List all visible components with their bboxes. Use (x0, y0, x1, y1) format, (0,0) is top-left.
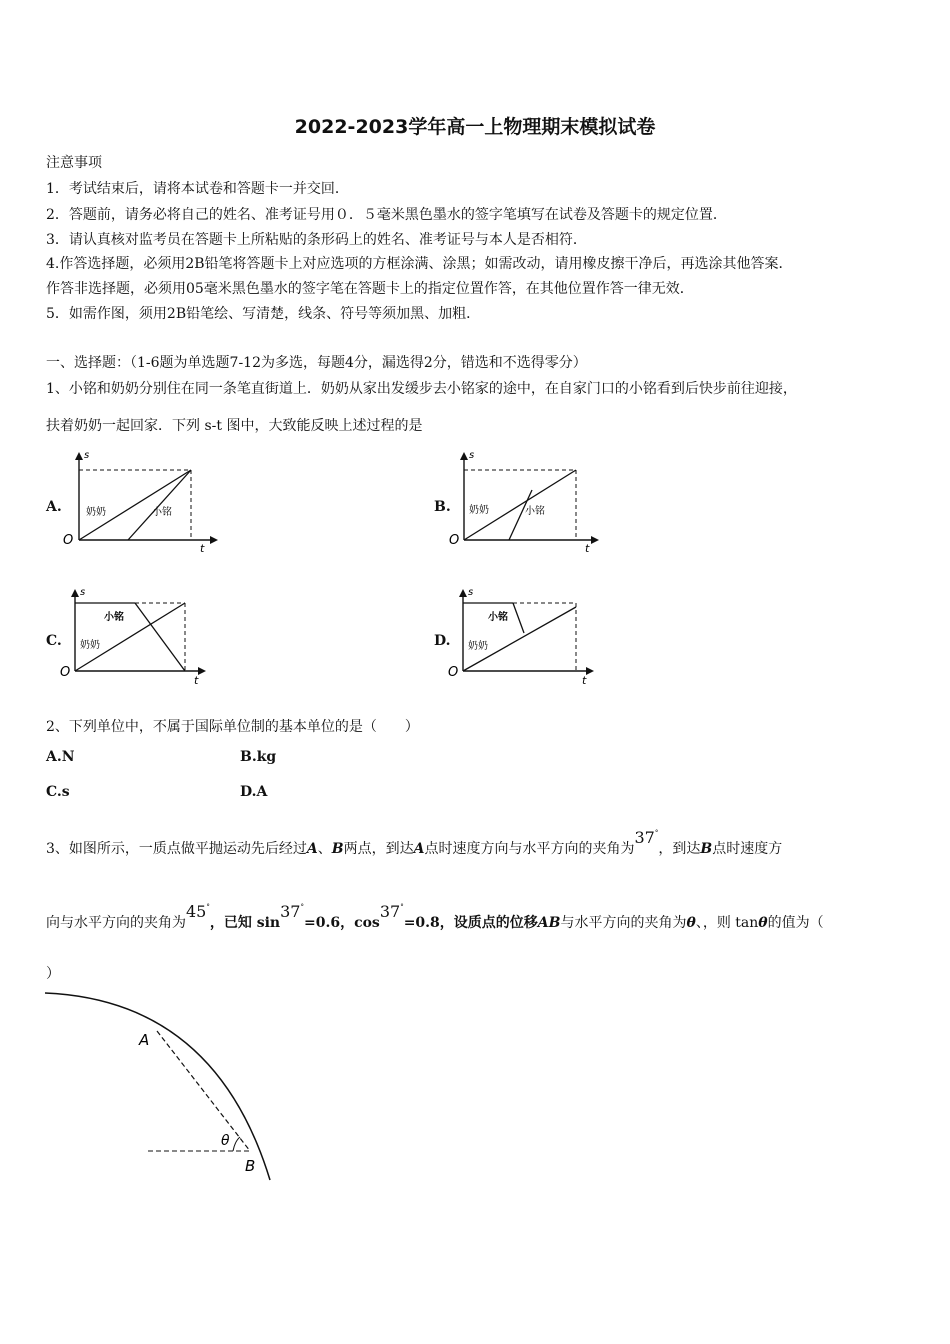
q3-point-a: A (413, 841, 425, 857)
q3-angle-37: 37 (634, 828, 655, 847)
x-axis-arrow (591, 536, 599, 544)
trajectory-curve (45, 993, 270, 1180)
q3-text: =0.8，设质点的位移 (403, 915, 538, 931)
xiaoming-line (513, 603, 524, 633)
degree-mark: ° (300, 903, 304, 911)
q1-option-c-label[interactable]: C. (46, 633, 62, 649)
q3-stem-line2 (46, 902, 824, 932)
origin-label: O (448, 665, 459, 680)
exam-title: 2022-2023学年高一上物理期末模拟试卷 (294, 116, 656, 138)
notice-item-3: 3．请认真核对监考员在答题卡上所粘贴的条形码上的姓名、准考证号与本人是否相符． (46, 232, 587, 248)
grandma-label: 奶奶 (469, 505, 489, 516)
xiaoming-label: 小铭 (525, 506, 545, 517)
q1-stem-line1: 1、小铭和奶奶分别住在同一条笔直街道上．奶奶从家出发缓步去小铭家的途中，在自家门口的小铭看到后快步前往迎接， (46, 381, 797, 397)
q1-option-d-label[interactable]: D. (434, 633, 451, 649)
q3-stem-line1 (46, 828, 783, 858)
q3-point-a: A (306, 841, 318, 857)
grandma-label: 奶奶 (86, 507, 106, 518)
y-axis-arrow (460, 452, 468, 460)
q2-option-d[interactable]: D.A (240, 784, 268, 800)
s-label: s (469, 450, 475, 461)
q1-graph-d (446, 585, 606, 695)
t-label: t (585, 542, 590, 555)
s-label: s (80, 587, 86, 598)
xiaoming-line (128, 470, 191, 540)
xiaoming-label: 小铭 (152, 507, 172, 518)
q3-text: 向与水平方向的夹角为 (46, 915, 186, 931)
origin-label: O (60, 665, 71, 680)
xiaoming-label: 小铭 (104, 612, 124, 623)
x-axis-arrow (198, 667, 206, 675)
theta-arc (233, 1137, 240, 1151)
q1-graph-a (60, 448, 220, 558)
degree-mark: ° (206, 903, 210, 911)
grandma-line (79, 470, 191, 540)
degree-mark: ° (654, 829, 659, 837)
origin-label: O (63, 533, 74, 548)
q3-text: 点时速度方 (712, 841, 783, 857)
q3-point-b: B (700, 841, 713, 857)
q3-point-b: B (331, 841, 344, 857)
notice-item-4: 4.作答选择题，必须用2B铅笔将答题卡上对应选项的方框涂满、涂黑；如需改动，请用橡皮擦干净后，再选涂其他答案． (46, 256, 793, 272)
theta-label: θ (221, 1133, 230, 1149)
q3-text: ，已知 sin (209, 915, 281, 931)
q3-text: 与水平方向的夹角为 (560, 915, 687, 931)
q3-stem-line3: ） (46, 966, 60, 982)
point-b-label: B (245, 1157, 256, 1175)
grandma-line (75, 603, 185, 671)
q3-theta: θ (758, 915, 768, 931)
t-label: t (582, 674, 587, 687)
q3-angle-37: 37 (379, 902, 401, 921)
q3-text: ，到达 (658, 841, 701, 857)
grandma-label: 奶奶 (80, 640, 100, 651)
grandma-label: 奶奶 (468, 641, 488, 652)
t-label: t (200, 542, 205, 555)
q3-text: 两点，到达 (343, 841, 414, 857)
q3-text: 3、如图所示，一质点做平抛运动先后经过 (46, 841, 307, 857)
grandma-line (463, 607, 576, 671)
q3-text: 点时速度方向与水平方向的夹角为 (424, 841, 635, 857)
y-axis-arrow (75, 452, 83, 460)
q2-stem: 2、下列单位中，不属于国际单位制的基本单位的是（ ） (46, 719, 419, 735)
point-a-label: A (139, 1031, 150, 1049)
x-axis-arrow (586, 667, 594, 675)
q3-text: ，则 tan (702, 915, 759, 931)
q1-stem-line2: 扶着奶奶一起回家．下列 s-t 图中，大致能反映上述过程的是 (46, 418, 423, 434)
notice-heading: 注意事项 (46, 155, 102, 171)
section-heading: 一、选择题：（1-6题为单选题7-12为多选，每题4分，漏选得2分，错选和不选得零分） (46, 355, 587, 371)
q3-theta: θ (686, 915, 696, 931)
q3-text: =0.6，cos (303, 915, 380, 931)
q3-text: 、 (317, 841, 332, 857)
q3-angle-37: 37 (280, 902, 301, 921)
q3-text: 、 (695, 915, 703, 931)
s-label: s (84, 450, 90, 461)
notice-item-5: 作答非选择题，必须用05毫米黑色墨水的签字笔在答题卡上的指定位置作答，在其他位置作答一律无效． (46, 281, 694, 297)
xiaoming-line (135, 603, 185, 671)
displacement-ab (157, 1031, 250, 1151)
y-axis-arrow (71, 589, 79, 597)
q3-trajectory-figure (40, 985, 280, 1185)
q3-angle-45: 45 (186, 902, 207, 921)
q3-text: 的值为（ (767, 915, 824, 931)
s-label: s (468, 587, 474, 598)
q3-ab: AB (537, 915, 561, 931)
t-label: t (194, 674, 199, 687)
notice-item-1: 1．考试结束后，请将本试卷和答题卡一并交回． (46, 181, 349, 197)
origin-label: O (449, 533, 460, 548)
x-axis-arrow (210, 536, 218, 544)
y-axis-arrow (459, 589, 467, 597)
q1-option-b-label[interactable]: B. (434, 499, 451, 515)
q1-option-a-label[interactable]: A. (46, 499, 62, 515)
degree-mark: ° (400, 903, 404, 911)
q2-option-a[interactable]: A.N (46, 749, 75, 765)
q1-graph-b (445, 448, 605, 558)
notice-item-6: 5．如需作图，须用2B铅笔绘、写清楚，线条、符号等须加黑、加粗． (46, 306, 481, 322)
q1-graph-c (58, 585, 218, 695)
xiaoming-label: 小铭 (488, 612, 508, 623)
notice-item-2: 2．答题前，请务必将自己的姓名、准考证号用０．５毫米黑色墨水的签字笔填写在试卷及答题卡的规定位置． (46, 207, 727, 223)
q2-option-b[interactable]: B.kg (240, 749, 277, 765)
q2-option-c[interactable]: C.s (46, 784, 70, 800)
